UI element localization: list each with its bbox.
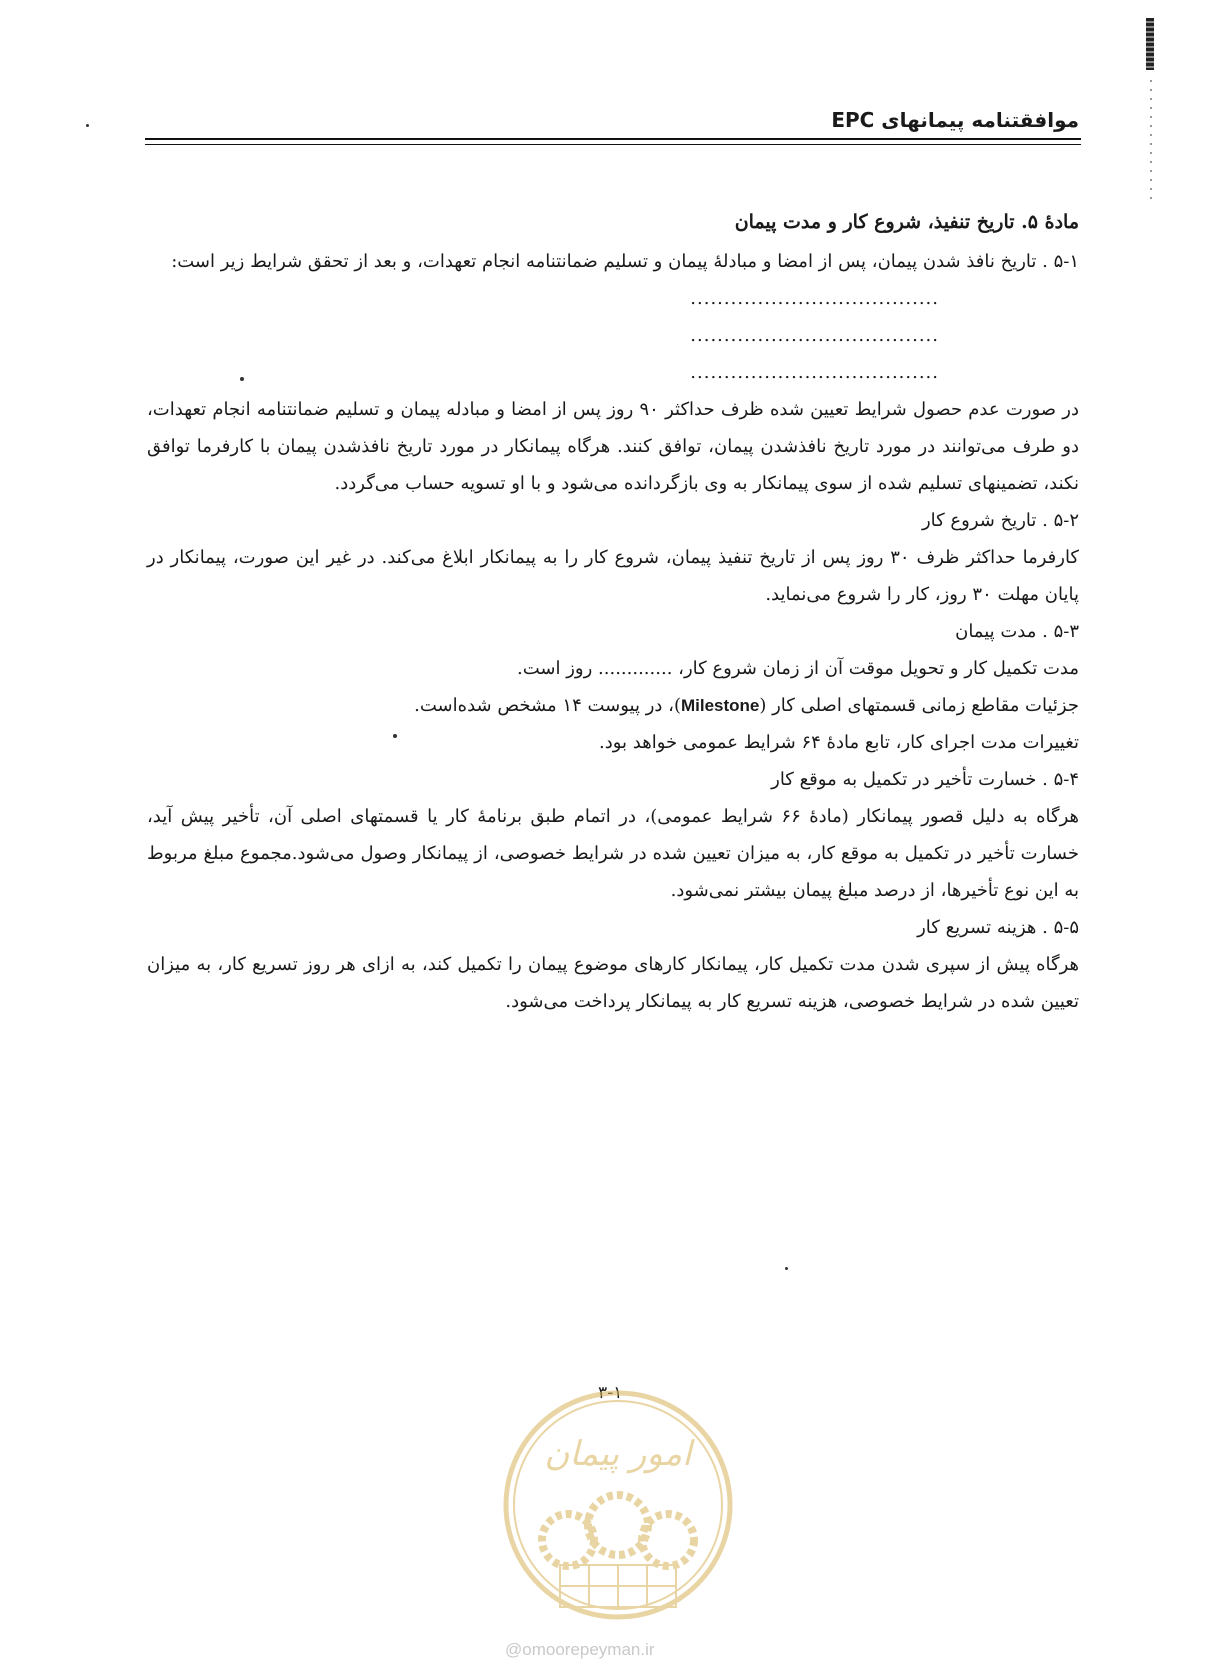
scan-speck — [86, 124, 89, 127]
article-content — [147, 204, 1079, 1020]
page-number: ۳-۱ — [598, 1383, 623, 1403]
clause-5-1-heading: ۵-۱ . تاریخ نافذ شدن پیمان، پس از امضا و مبادلهٔ پیمان و تسلیم ضمانتنامه انجام تعهدات، و بعد از تحقق شرایط زیر است: — [171, 251, 1079, 272]
blank-line: ..................................... — [690, 288, 939, 309]
header-rule — [145, 138, 1081, 140]
clause-5-4-heading: ۵-۴ . خسارت تأخیر در تکمیل به موقع کار — [771, 769, 1079, 790]
blank-line: ..................................... — [690, 362, 939, 383]
clause-5-3-heading: ۵-۳ . مدت پیمان — [955, 621, 1079, 642]
header-rule — [145, 144, 1081, 145]
margin-scan-marks — [1150, 80, 1152, 200]
clause-5-4-body: هرگاه به دلیل قصور پیمانکار (مادهٔ ۶۶ شرایط عمومی)، در اتمام طبق برنامهٔ کار یا قسمتهای اصلی آن، تأخیر پیش آید، خسارت تأخیر در تکمیل به موقع کار، به میزان تعیین شده در شرایط خصوصی، از پیمانکار وصول می‌شود.مجموع مبلغ مربوط به این نوع تأخیرها، از درصد مبلغ پیمان بیشتر نمی‌شود. — [147, 806, 1079, 901]
milestones-text-before: جزئیات مقاطع زمانی قسمتهای اصلی کار ( — [759, 695, 1079, 716]
running-header: موافقتنامه پیمانهای EPC — [831, 108, 1079, 132]
watermark-url: @omoorepeyman.ir — [505, 1640, 655, 1659]
clause-5-3-duration: مدت تکمیل کار و تحویل موقت آن از زمان شروع کار، ............. روز است. — [517, 658, 1079, 679]
article-title: مادهٔ ۵. تاریخ تنفیذ، شروع کار و مدت پیمان — [734, 211, 1079, 233]
clause-5-3-changes: تغییرات مدت اجرای کار، تابع مادهٔ ۶۴ شرایط عمومی خواهد بود. — [598, 732, 1079, 753]
scan-speck — [785, 1267, 788, 1270]
milestones-text-after: )، در پیوست ۱۴ مشخص شده‌است. — [414, 695, 681, 716]
clause-5-5-body: هرگاه پیش از سپری شدن مدت تکمیل کار، پیمانکار کارهای موضوع پیمان را تکمیل کند، به ازای هر روز تسریع کار، به میزان تعیین شده در شرایط خصوصی، هزینه تسریع کار به پیمانکار پرداخت می‌شود. — [147, 954, 1079, 1012]
clause-5-2-body: کارفرما حداکثر ظرف ۳۰ روز پس از تاریخ تنفیذ پیمان، شروع کار را به پیمانکار ابلاغ می‌کند. در غیر این صورت، پیمانکار در پایان مهلت ۳۰ روز، کار را شروع می‌نماید. — [147, 547, 1080, 605]
svg-text:امور پیمان: امور پیمان — [544, 1434, 692, 1474]
blank-line: ..................................... — [690, 325, 939, 346]
clause-5-1-body: در صورت عدم حصول شرایط تعیین شده ظرف حداکثر ۹۰ روز پس از امضا و مبادله پیمان و تسلیم ضمانتنامه انجام تعهدات، دو طرف می‌توانند در مورد تاریخ نافذشدن پیمان، توافق کنند. هرگاه پیمانکار در مورد تاریخ نافذشدن پیمان با کارفرما توافق نکند، تضمینهای تسلیم شده از سوی پیمانکار به وی بازگردانده می‌شود و با او تسویه حساب می‌گردد. — [147, 399, 1079, 494]
watermark-seal-icon — [498, 1385, 738, 1625]
milestone-term: Milestone — [680, 696, 760, 715]
clause-5-3-milestones — [147, 687, 1079, 724]
clause-5-2-heading: ۵-۲ . تاریخ شروع کار — [921, 510, 1079, 531]
clause-5-5-heading: ۵-۵ . هزینه تسریع کار — [917, 917, 1079, 938]
binding-mark — [1146, 18, 1154, 70]
